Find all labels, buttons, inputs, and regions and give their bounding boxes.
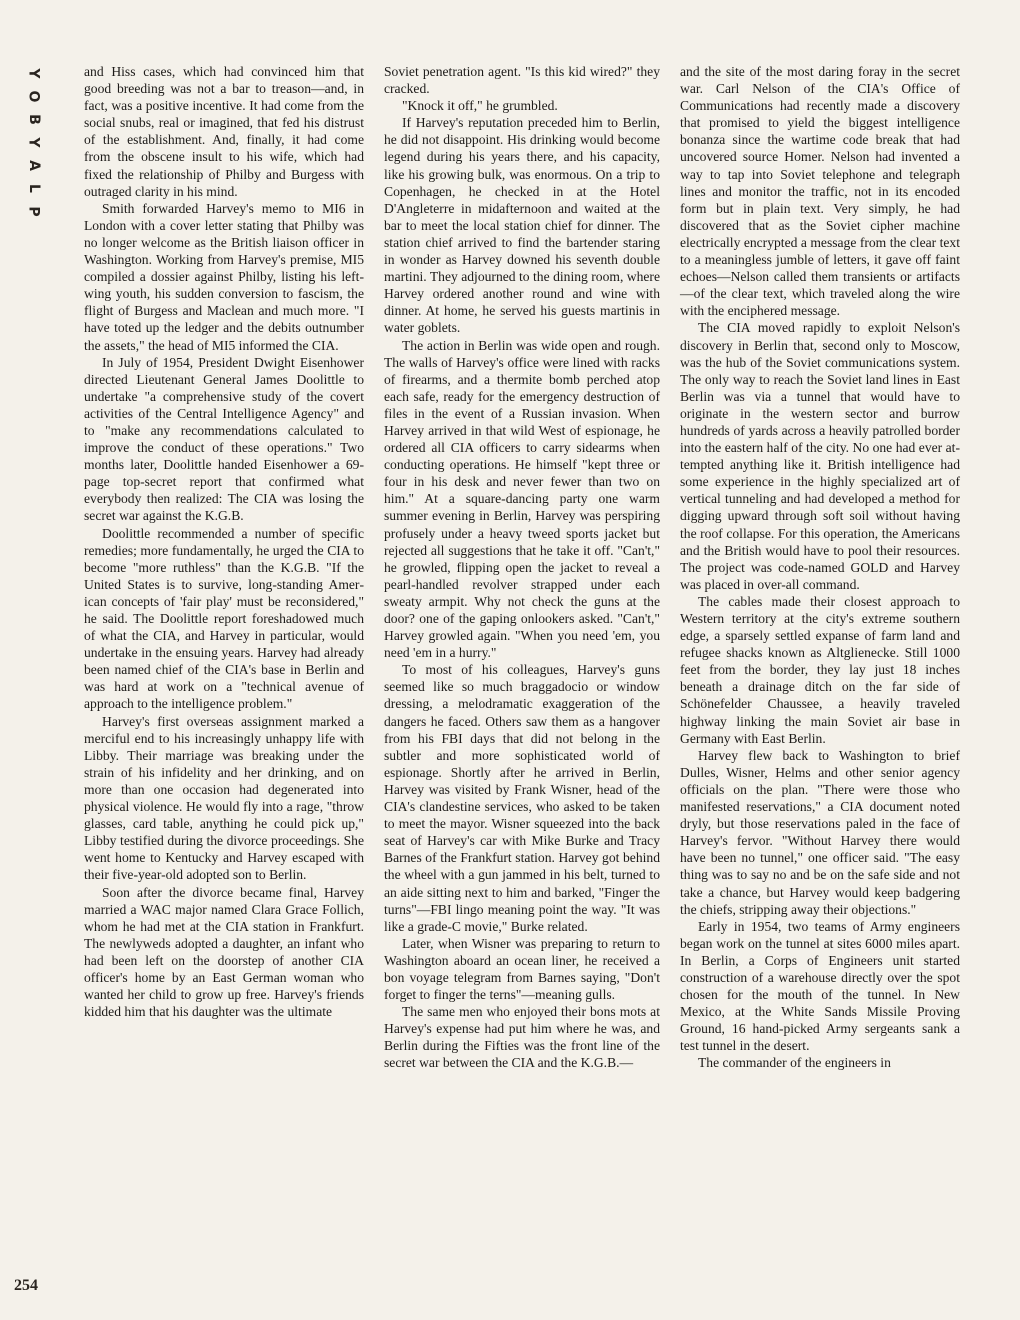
paragraph: Soon after the divorce became final, Harvey married a WAC major named Clara Grace Follich, whom he had met at the CIA station in Frankfurt. The newlyweds adopted a daughter, an infant who had been left on the doorstep of another CIA officer's home by an East German woman who wanted her child to grow up free. Harvey's friends kidded him that his daughter was the ultimate [84, 884, 364, 1020]
masthead-letter: P [25, 206, 42, 217]
masthead-letter: B [25, 114, 42, 125]
paragraph: and the site of the most daring foray in the secret war. Carl Nelson of the CIA's Office of Communications had recently made a discovery that promised to yield the biggest intelligence bonanza since the wartime code break that had uncovered source Homer. Nelson had invented a way to tap into Soviet telephone and telegraph lines and monitor the traffic, not in its encoded form but in plain text. Very simply, he had discovered that as the Soviet cipher machine electrically encrypted a message from the clear text to a meaningless jumble of letters, it gave off faint echoes—Nelson called them transients or artifacts—of the clear text, which traveled along the wire with the enciphered message. [680, 64, 960, 319]
text-column-3 [680, 63, 960, 1072]
paragraph: In July of 1954, President Dwight Eisenhower directed Lieutenant General James Doolittle to undertake "a comprehensive study of the covert activities of the Central Intelligence Agency" and to "make any recommendations calculated to improve the conduct of these operations." Two months later, Doolittle handed Eisenhower a 69-page top-secret report that confirmed what everybody then realized: The CIA was losing the secret war against the K.G.B. [84, 354, 364, 524]
masthead-letter: Y [25, 137, 42, 148]
paragraph: and Hiss cases, which had convinced him that good breeding was not a bar to treason—and, in fact, was a positive incentive. It had come from the social snubs, real or imagined, that fed his distrust of the establishment. And, finally, it had come from the obscene insult to his wife, which had fixed the relationship of Philby and Burgess with outraged clarity in his mind. [84, 64, 364, 199]
masthead-letter: O [25, 90, 42, 103]
magazine-masthead [22, 62, 44, 223]
paragraph: The action in Berlin was wide open and rough. The walls of Harvey's office were lined with racks of firearms, and a thermite bomb perched atop each safe, ready for the emergency destruction of files in the event of a Russian invasion. When Harvey arrived in that wild West of espionage, he ordered all CIA officers to carry sidearms when conducting operations. He himself "kept three or four in his desk and never fewer than two on him." At a square-dancing party one warm summer evening in Berlin, Harvey was perspiring profusely under a heavy tweed sports jacket but rejected all suggestions that he take it off. "Can't," he growled, flipping open the jacket to reveal a pearl-handled revolver strapped under each sweaty armpit. Why not check the guns at the door? one of the gaping onlookers asked. "Can't," Harvey growled again. "When you need 'em, you need 'em in a hurry." [384, 337, 660, 661]
masthead-letter: Y [25, 68, 42, 79]
paragraph: The CIA moved rapidly to exploit Nelson's discovery in Berlin that, second only to Moscow, was the hub of the Soviet communications system. The only way to reach the Soviet land lines in East Berlin was via a tunnel that would have to originate in the western sector and burrow hundreds of yards across a heavily patrolled border into the eastern half of the city. No one had ever attempted anything like it. British intelligence had some experience in the highly specialized art of vertical tunneling and had developed a method for digging upward through soft soil without having the roof collapse. For this operation, the Americans and the British would have to pool their resources. The project was code-named GOLD and Harvey was placed in over-all command. [680, 320, 960, 592]
paragraph: If Harvey's reputation preceded him to Berlin, he did not disappoint. His drinking would become legend during his years there, and his capacity, like his growing bulk, was enormous. On a trip to Copenhagen, he checked in at the Hotel D'Angleterre in midafternoon and waited at the bar to meet the local station chief for dinner. The station chief arrived to find the bartender staring in wonder as Harvey downed his seventh double martini. They adjourned to the dining room, where Harvey ordered another round and wine with dinner. At home, he served his guests martinis in water goblets. [384, 115, 660, 336]
paragraph: Soviet penetration agent. "Is this kid wired?" they cracked. [384, 64, 660, 97]
masthead-letter: A [25, 160, 42, 171]
paragraph: To most of his colleagues, Harvey's guns seemed like so much braggadocio or window dressing, a melodramatic exaggeration of the dangers he faced. Others saw them as a hangover from his FBI days that did not belong in the subtler and more sophisticated world of espionage. Shortly after he arrived in Berlin, Harvey was visited by Frank Wisner, head of the CIA's clandestine services, who asked to be taken to meet the mayor. Wisner squeezed into the back seat of Harvey's car with Mike Burke and Tracy Barnes of the Frankfurt station. Harvey got behind the wheel with a gun jammed in his belt, turned to an aide sitting next to him and barked, "Finger the turns"—FBI lingo meaning point the way. "It was like a grade-C movie," Burke related. [384, 662, 660, 934]
paragraph: Doolittle recommended a number of specific remedies; more fundamentally, he urged the CIA to become "more ruthless" than the K.G.B. "If the United States is to survive, long-standing American concepts of 'fair play' must be reconsidered," he said. The Doolittle report foreshadowed much of what the CIA, and Harvey in particular, would undertake in the ensuing years. Harvey had already been named chief of the CIA's base in Berlin and was hard at work on a "technical avenue of approach to the intelligence problem." [84, 525, 364, 712]
paragraph: The same men who enjoyed their bons mots at Harvey's expense had put him where he was, and Berlin during the Fifties was the front line of the secret war between the CIA and the K.G.B.— [384, 1004, 660, 1071]
paragraph: "Knock it off," he grumbled. [402, 98, 558, 114]
masthead-letter: L [25, 184, 42, 193]
paragraph: The commander of the engineers in [698, 1055, 891, 1071]
page-number: 254 [14, 1277, 38, 1294]
paragraph: Smith forwarded Harvey's memo to MI6 in London with a cover letter stating that Philby was no longer welcome as the British liaison officer in Washington. Working from Harvey's premise, MI5 compiled a dossier against Philby, listing his left-wing youth, his sudden conversion to fascism, the flight of Burgess and Maclean and much more. "I have toted up the ledger and the debits outnumber the assets," the head of MI5 informed the CIA. [84, 200, 364, 353]
paragraph: Harvey's first overseas assignment marked a merciful end to his increasingly unhappy life with Libby. Their marriage was breaking under the strain of his infidelity and her drinking, and on more than one occasion had degenerated into physical violence. He would fly into a rage, "throw glasses, card table, anything he could pick up," Libby testified during the divorce proceedings. She went home to Kentucky and Harvey escaped with their five-year-old adopted son to Berlin. [84, 713, 364, 883]
text-column-1 [84, 63, 364, 1020]
paragraph: Early in 1954, two teams of Army engineers began work on the tunnel at sites 6000 miles apart. In Berlin, a Corps of Engineers unit started construction of a warehouse directly over the spot chosen for the mouth of the tunnel. In New Mexico, at the White Sands Missile Proving Ground, 16 hand-picked Army sergeants sank a test tunnel in the desert. [680, 918, 960, 1054]
paragraph: Harvey flew back to Washington to brief Dulles, Wisner, Helms and other senior agency officials on the plan. "There were those who manifested reservations," a CIA document noted dryly, but those reservations paled in the face of Harvey's fervor. "Without Harvey there would have been no tunnel," one officer said. "The easy thing was to say no and be on the safe side and not take a chance, but Harvey would keep badgering the chiefs, stripping away their objections." [680, 747, 960, 917]
paragraph: The cables made their closest approach to Western territory at the city's extreme southern edge, a sparsely settled expanse of farm land and refugee shacks known as Altglienecke. Still 1000 feet from the border, they lay just 18 inches beneath a drainage ditch on the far side of Schönefelder Chaussee, a heavily traveled highway linking the main Soviet air base in Germany with East Berlin. [680, 593, 960, 746]
paragraph: Later, when Wisner was preparing to return to Washington aboard an ocean liner, he received a bon voyage telegram from Barnes saying, "Don't forget to finger the terns"—meaning gulls. [384, 935, 660, 1003]
text-column-2 [384, 63, 660, 1072]
